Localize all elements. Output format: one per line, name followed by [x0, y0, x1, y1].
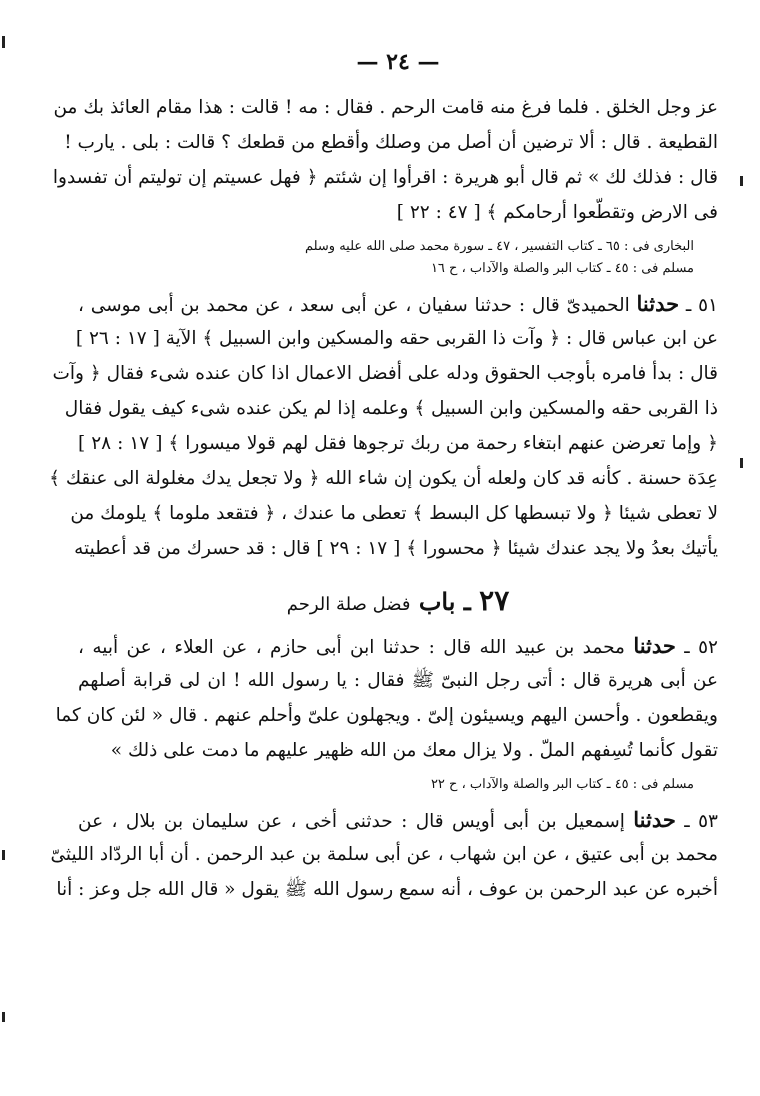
chapter-dash: ـ	[463, 587, 471, 616]
text-line: قال : فذلك لك » ثم قال أبو هريرة : اقرأوا إن شئتم ﴿ فهل عسيتم إن توليتم أن تفسدوا	[52, 167, 718, 188]
hadith-keyword: حدثنا	[633, 807, 676, 832]
chapter-label: باب	[418, 587, 456, 616]
chapter-title: فضل صلة الرحم	[286, 594, 411, 615]
text-line: القطيعة . قال : ألا ترضين أن أصل من وصلك وأقطع من قطعك ؟ قالت : بلى . يارب !	[64, 132, 718, 153]
text-line: ويقطعون . وأحسن اليهم ويسيئون إلىّ . ويجهلون علىّ وأحلم عنهم . قال « لئن كان كما	[55, 705, 718, 726]
text-line: تقول كأنما تُسِفهم الملّ . ولا يزال معك من الله ظهير عليهم ما دمت على ذلك »	[110, 740, 718, 761]
text-line: يأتيك بعدُ ولا يجد عندك شيئا ﴿ محسورا ﴾ [ ١٧ : ٢٩ ] قال : قد حسرك من قد أعطيته	[74, 538, 718, 559]
text-line: محمد بن أبى عتيق ، عن ابن شهاب ، عن أبى سلمة بن عبد الرحمن . أن أبا الردّاد الليثىّ	[50, 844, 718, 865]
text-line: عِدَة حسنة . كأنه قد كان ولعله أن يكون إن شاء الله ﴿ ولا تجعل يدك مغلولة الى عنقك ﴾	[49, 468, 718, 489]
scan-edge-mark-1	[2, 36, 5, 48]
scan-edge-mark-4	[2, 850, 5, 860]
text-line: قال : بدأ فامره بأوجب الحقوق ودله على أفضل الاعمال اذا كان عنده شىء فقال ﴿ وآت	[52, 363, 718, 384]
hadith-50-continuation	[52, 90, 718, 280]
text-line: أخبره عن عبد الرحمن بن عوف ، أنه سمع رسول الله ﷺ يقول « قال الله جل وعز : أنا	[56, 879, 718, 900]
hadith-53	[50, 802, 718, 907]
hadith-first-line	[78, 628, 718, 663]
scan-edge-mark-2	[740, 176, 743, 186]
chapter-heading	[78, 576, 718, 628]
hadith-first-line	[78, 286, 718, 321]
text-line: عز وجل الخلق . فلما فرغ منه قامت الرحم . فقال : مه ! قالت : هذا مقام العائذ بك من	[53, 97, 718, 118]
hadith-first-line-text: محمد بن عبيد الله قال : حدثنا ابن أبى حازم ، عن العلاء ، عن أبيه ،	[78, 637, 625, 658]
hadith-52	[55, 628, 718, 796]
hadith-number: ٥٢ ـ	[684, 637, 718, 658]
source-note: البخارى فى : ٦٥ ـ كتاب التفسير ، ٤٧ ـ سورة محمد صلى الله عليه وسلم	[304, 239, 694, 254]
text-line: ذا القربى حقه والمسكين وابن السبيل ﴾ وعلمه إذا لم يكن عنده شىء كيف يقول فقال	[64, 398, 718, 419]
source-note: مسلم فى : ٤٥ ـ كتاب البر والصلة والآداب ، ح ٢٢	[430, 777, 694, 792]
book-page	[49, 40, 718, 1080]
text-line: عن ابن عباس قال : ﴿ وآت ذا القربى حقه والمسكين وابن السبيل ﴾ الآية [ ١٧ : ٢٦ ]	[75, 328, 718, 349]
text-line: ﴿ وإما تعرضن عنهم ابتغاء رحمة من ربك ترجوها فقل لهم قولا ميسورا ﴾ [ ١٧ : ٢٨ ]	[78, 433, 718, 454]
scan-edge-mark-3	[740, 458, 743, 468]
hadith-number: ٥٣ ـ	[684, 811, 718, 832]
hadith-51	[49, 286, 718, 566]
hadith-number: ٥١ ـ	[685, 295, 718, 316]
text-line: لا تعطى شيئا ﴿ ولا تبسطها كل البسط ﴾ تعطى ما عندك ، ﴿ فتقعد ملوما ﴾ يلومك من	[70, 503, 718, 524]
page-number: — ٢٤ —	[356, 49, 440, 75]
hadith-first-line-text: الحميدىّ قال : حدثنا سفيان ، عن أبى سعد ، عن محمد بن أبى موسى ،	[78, 295, 630, 316]
chapter-number: ٢٧	[479, 584, 510, 617]
hadith-first-line	[78, 802, 718, 837]
text-line: فى الارض وتقطّعوا أرحامكم ﴾ [ ٤٧ : ٢٢ ]	[396, 202, 718, 223]
source-note: مسلم فى : ٤٥ ـ كتاب البر والصلة والآداب ، ح ١٦	[430, 261, 694, 276]
text-line: عن أبى هريرة قال : أتى رجل النبىّ ﷺ فقال : يا رسول الله ! ان لى قرابة أصلهم	[78, 670, 718, 691]
hadith-keyword: حدثنا	[636, 291, 680, 316]
scan-edge-mark-5	[2, 1012, 5, 1022]
hadith-first-line-text: إسمعيل بن أبى أويس قال : حدثنى أخى ، عن سليمان بن بلال ، عن	[78, 811, 625, 832]
hadith-keyword: حدثنا	[633, 633, 676, 658]
